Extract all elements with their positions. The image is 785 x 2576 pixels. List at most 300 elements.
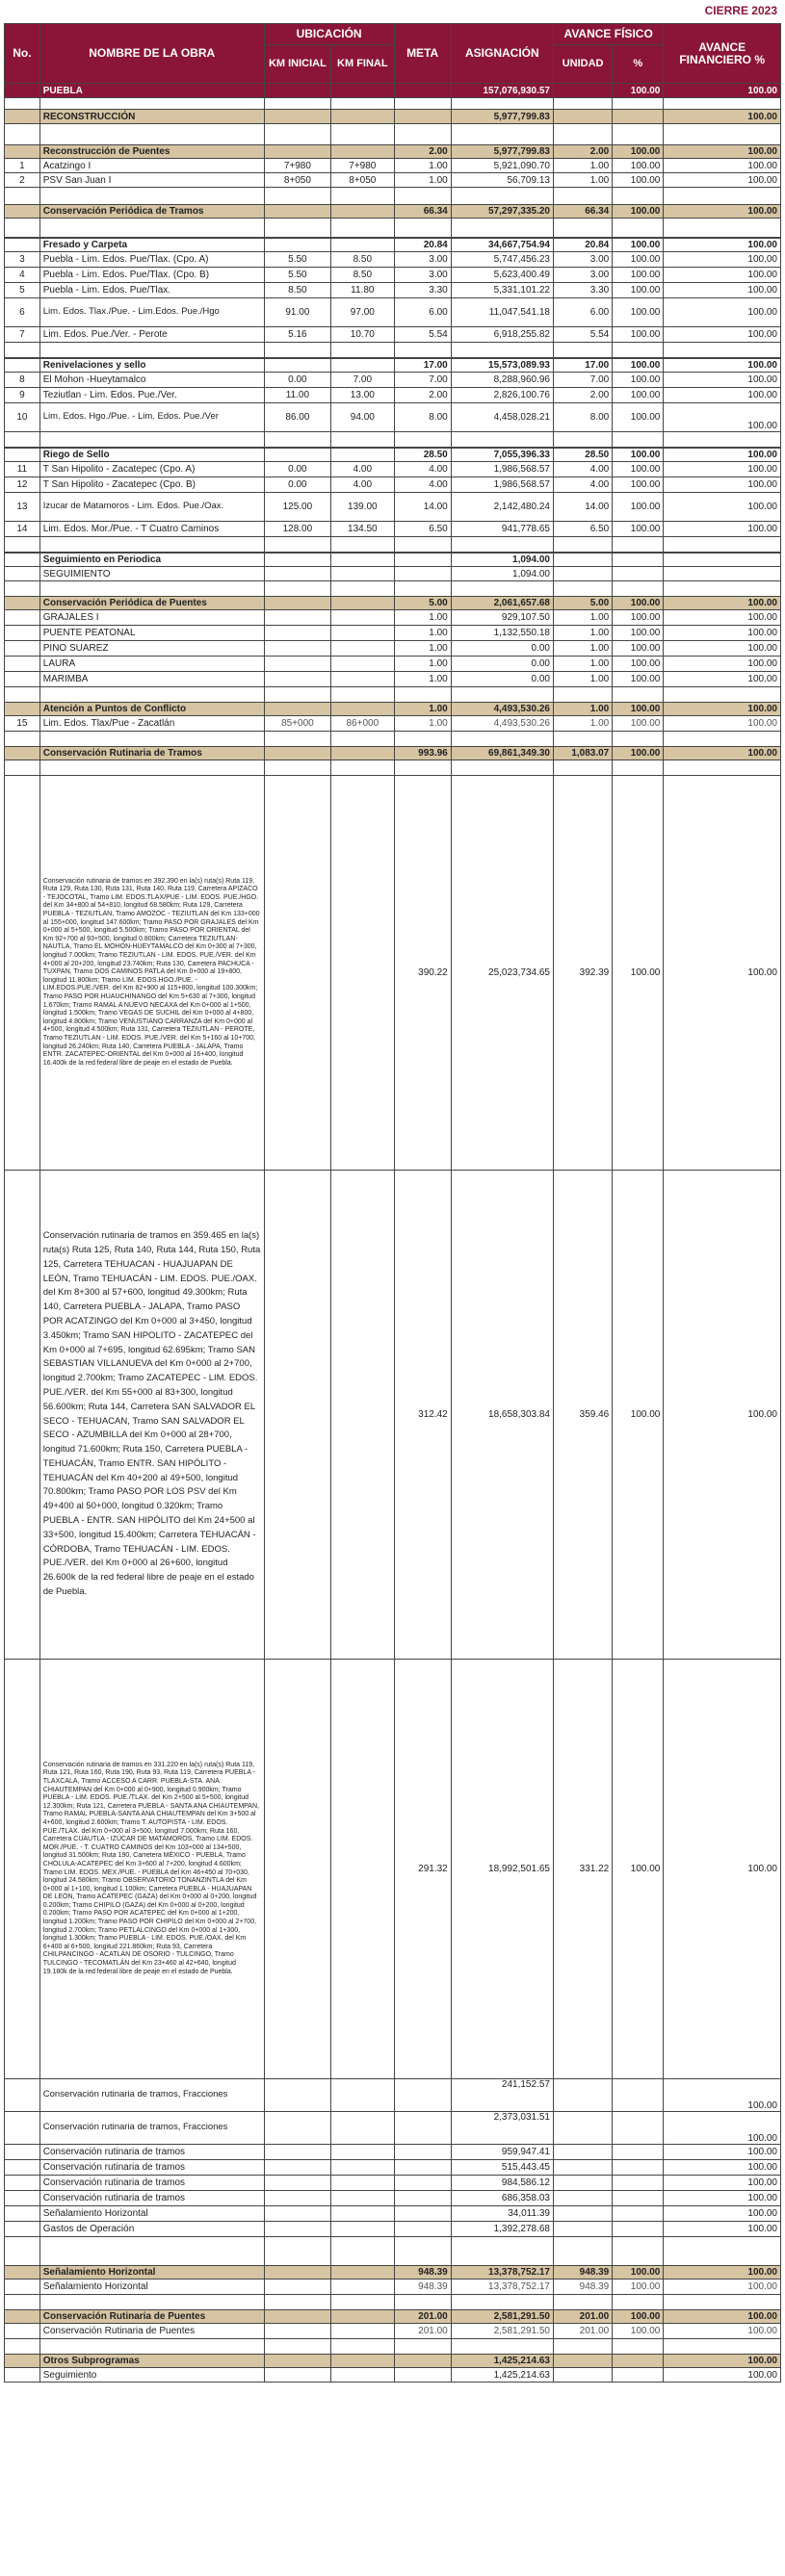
obra-unidad: 1.00: [553, 672, 612, 687]
empty-cell: [613, 219, 664, 238]
section-financiero: 100.00: [664, 2310, 781, 2324]
rutinaria-financiero: 100.00: [664, 2176, 781, 2191]
empty-cell: [264, 110, 330, 124]
rutinaria-financiero: 100.00: [664, 2145, 781, 2160]
section-meta: 17.00: [394, 358, 451, 373]
rutinaria-description: Conservación rutinaria de tramos, Fracciones: [39, 2079, 264, 2112]
empty-cell: [613, 2339, 664, 2355]
obra-unidad: 3.00: [553, 252, 612, 268]
obra-row: [5, 641, 781, 657]
empty-cell: [553, 2295, 612, 2310]
section-name: Conservación Rutinaria de Puentes: [39, 2310, 264, 2324]
rutinaria-pct: [613, 2112, 664, 2145]
obra-pct: 100.00: [613, 672, 664, 687]
empty-cell: [5, 2206, 40, 2222]
obra-no: 13: [5, 493, 40, 522]
section-row: [5, 358, 781, 373]
rutinaria-financiero: 100.00: [664, 2206, 781, 2222]
obra-financiero: 100.00: [664, 283, 781, 298]
empty-cell: [331, 537, 394, 553]
empty-cell: [264, 2145, 330, 2160]
empty-cell: [39, 687, 264, 703]
empty-cell: [664, 124, 781, 145]
empty-cell: [331, 432, 394, 448]
empty-cell: [264, 2324, 330, 2339]
obra-row: [5, 283, 781, 298]
empty-cell: [553, 98, 612, 110]
spacer-row: [5, 760, 781, 776]
empty-cell: [394, 2237, 451, 2266]
empty-cell: [39, 760, 264, 776]
empty-cell: [451, 687, 553, 703]
km-inicial: [264, 626, 330, 641]
obra-name: Lim. Edos. Hgo./Pue. - Lim. Edos. Pue./Ver: [39, 403, 264, 432]
empty-cell: [5, 145, 40, 159]
reconstruccion-financiero: 100.00: [664, 110, 781, 124]
obra-name: PSV San Juan I: [39, 173, 264, 188]
km-inicial: 0.00: [264, 373, 330, 388]
rutinaria-description: Conservación rutinaria de tramos en 359.465 en la(s) ruta(s) Ruta 125, Ruta 140, Ruta 144, Ruta 150, Ruta 125, Carretera TEHUACAN - HUAJUAPAN DE LEÓN, Tramo TEHUACÁN - LIM. EDOS. PUE./OAX. del Km 8+300 al 57+600, longitud 49.300km; Ruta 140, Carretera PUEBLA - JALAPA, Tramo PASO POR ACATZINGO del Km 0+000 al 3+450, longitud 3.450km; Tramo SAN HIPOLITO - ZACATEPEC del Km 0+000 al 7+695, longitud 62.695km; Tramo SAN SEBASTIAN VILLANUEVA del Km 0+000 al 2+700, longitud 2.700km; Tramo ZACATEPEC - LIM. EDOS. PUE./VER. del Km 55+000 al 83+300, longitud 56.600km; Ruta 144, Carretera SAN SALVADOR EL SECO - TEHUACAN, Tramo SAN SALVADOR EL SECO - AZUMBILLA del Km 0+000 al 28+700, longitud 71.600km; Ruta 150, Carretera PUEBLA - TEHUACÁN, Tramo ENTR. SAN HIPÓLITO - TEHUACÁN del Km 40+200 al 49+500, longitud 70.800km; Tramo PASO POR LOS PSV del Km 49+400 al 50+000, longitud 0.320km; Tramo PUEBLA - ENTR. SAN HIPÓLITO del Km 24+500 al 33+500, longitud 15.400km; Carretera TEHUACÁN - CÓRDOBA, Tramo TEHUACÁN - LIM. EDOS. PUE./VER. del Km 0+000 al 26+600, longitud 26.600k de la red federal libre de peaje en el estado de Puebla.: [39, 1171, 264, 1660]
obra-financiero: 100.00: [664, 641, 781, 657]
empty-cell: [613, 732, 664, 747]
km-inicial: [264, 657, 330, 672]
section-name: Fresado y Carpeta: [39, 238, 264, 252]
puebla-financiero: 100.00: [664, 84, 781, 98]
otros-financiero: 100.00: [664, 2355, 781, 2368]
obra-asignacion: 1,425,214.63: [451, 2368, 553, 2383]
empty-cell: [39, 188, 264, 205]
cierre-label: CIERRE 2023: [704, 4, 777, 17]
empty-cell: [451, 188, 553, 205]
spacer-row: [5, 732, 781, 747]
empty-cell: [264, 2176, 330, 2191]
obra-unidad: 948.39: [553, 2280, 612, 2295]
obra-pct: 100.00: [613, 159, 664, 173]
km-final: 8.50: [331, 252, 394, 268]
empty-cell: [5, 358, 40, 373]
empty-cell: [331, 2191, 394, 2206]
rutinaria-asignacion: 25,023,734.65: [451, 776, 553, 1171]
rutinaria-pct: [613, 2206, 664, 2222]
obra-meta: 6.00: [394, 298, 451, 327]
section-asignacion: 13,378,752.17: [451, 2266, 553, 2280]
empty-cell: [664, 343, 781, 358]
empty-cell: [331, 238, 394, 252]
empty-cell: [451, 732, 553, 747]
empty-cell: [264, 760, 330, 776]
km-final: 4.00: [331, 462, 394, 477]
empty-cell: [5, 1660, 40, 2079]
obra-row: [5, 403, 781, 432]
empty-cell: [331, 84, 394, 98]
header-meta: META: [394, 24, 451, 84]
obra-financiero: 100.00: [664, 716, 781, 732]
section-asignacion: 15,573,089.93: [451, 358, 553, 373]
empty-cell: [394, 84, 451, 98]
section-unidad: 20.84: [553, 238, 612, 252]
empty-cell: [5, 188, 40, 205]
section-unidad: 28.50: [553, 448, 612, 462]
section-pct: 100.00: [613, 703, 664, 716]
section-asignacion: 34,667,754.94: [451, 238, 553, 252]
empty-cell: [664, 188, 781, 205]
empty-cell: [5, 687, 40, 703]
km-final: 13.00: [331, 388, 394, 403]
section-name: Riego de Sello: [39, 448, 264, 462]
empty-cell: [264, 1660, 330, 2079]
empty-cell: [613, 581, 664, 597]
empty-cell: [553, 581, 612, 597]
km-inicial: 5.50: [264, 268, 330, 283]
empty-cell: [613, 567, 664, 581]
empty-cell: [39, 219, 264, 238]
km-inicial: 8.50: [264, 283, 330, 298]
empty-cell: [5, 343, 40, 358]
obra-unidad: 6.00: [553, 298, 612, 327]
rutinaria-unidad: 359.46: [553, 1171, 612, 1660]
empty-cell: [5, 1171, 40, 1660]
obra-meta: 4.00: [394, 477, 451, 493]
empty-cell: [331, 2145, 394, 2160]
empty-cell: [264, 747, 330, 760]
obra-no: 10: [5, 403, 40, 432]
obra-no: 11: [5, 462, 40, 477]
obra-asignacion: 56,709.13: [451, 173, 553, 188]
reconstruccion-asignacion: 5,977,799.83: [451, 110, 553, 124]
obra-unidad: 1.00: [553, 610, 612, 626]
obra-unidad: 1.00: [553, 657, 612, 672]
empty-cell: [264, 98, 330, 110]
section-pct: 100.00: [613, 145, 664, 159]
rutinaria-row: [5, 2079, 781, 2112]
obra-asignacion: 6,918,255.82: [451, 327, 553, 343]
empty-cell: [5, 2176, 40, 2191]
section-name: Señalamiento Horizontal: [39, 2266, 264, 2280]
empty-cell: [264, 188, 330, 205]
spacer-row: [5, 537, 781, 553]
empty-cell: [613, 98, 664, 110]
section-name: Conservación Periódica de Tramos: [39, 205, 264, 219]
rutinaria-meta: [394, 2160, 451, 2176]
rutinaria-financiero: 100.00: [664, 2191, 781, 2206]
empty-cell: [264, 145, 330, 159]
empty-cell: [664, 432, 781, 448]
empty-cell: [331, 145, 394, 159]
km-inicial: 0.00: [264, 477, 330, 493]
empty-cell: [264, 343, 330, 358]
obra-financiero: 100.00: [664, 159, 781, 173]
spacer-row: [5, 687, 781, 703]
obra-meta: 7.00: [394, 373, 451, 388]
obra-name: GRAJALES I: [39, 610, 264, 626]
obra-meta: 3.00: [394, 252, 451, 268]
empty-cell: [264, 84, 330, 98]
section-row: [5, 205, 781, 219]
rutinaria-pct: [613, 2079, 664, 2112]
obra-pct: 100.00: [613, 610, 664, 626]
obra-row: [5, 522, 781, 537]
km-inicial: 5.16: [264, 327, 330, 343]
obra-financiero: 100.00: [664, 252, 781, 268]
empty-cell: [39, 124, 264, 145]
empty-cell: [394, 2339, 451, 2355]
km-inicial: 125.00: [264, 493, 330, 522]
km-final: 97.00: [331, 298, 394, 327]
obra-pct: 100.00: [613, 477, 664, 493]
rutinaria-financiero: 100.00: [664, 2079, 781, 2112]
obra-unidad: 201.00: [553, 2324, 612, 2339]
empty-cell: [613, 760, 664, 776]
obra-name: LAURA: [39, 657, 264, 672]
rutinaria-meta: [394, 2112, 451, 2145]
obra-row: [5, 373, 781, 388]
rutinaria-row: [5, 2222, 781, 2237]
rutinaria-asignacion: 686,358.03: [451, 2191, 553, 2206]
empty-cell: [5, 2324, 40, 2339]
empty-cell: [451, 432, 553, 448]
empty-cell: [331, 448, 394, 462]
empty-cell: [553, 567, 612, 581]
obra-unidad: 1.00: [553, 641, 612, 657]
empty-cell: [39, 98, 264, 110]
rutinaria-description: Conservación rutinaria de tramos: [39, 2176, 264, 2191]
rutinaria-asignacion: 1,392,278.68: [451, 2222, 553, 2237]
empty-cell: [5, 98, 40, 110]
rutinaria-financiero: 100.00: [664, 1660, 781, 2079]
otros-seguimiento-row: [5, 2368, 781, 2383]
section-meta: 948.39: [394, 2266, 451, 2280]
obra-meta: 1.00: [394, 716, 451, 732]
empty-cell: [331, 2339, 394, 2355]
empty-cell: [264, 358, 330, 373]
empty-cell: [5, 84, 40, 98]
rutinaria-asignacion: 18,992,501.65: [451, 1660, 553, 2079]
obra-pct: 100.00: [613, 641, 664, 657]
empty-cell: [331, 2112, 394, 2145]
section-pct: 100.00: [613, 448, 664, 462]
empty-cell: [264, 432, 330, 448]
rutinaria-asignacion: 241,152.57: [451, 2079, 553, 2112]
empty-cell: [264, 553, 330, 567]
obra-pct: 100.00: [613, 2324, 664, 2339]
rutinaria-pct: 100.00: [613, 1171, 664, 1660]
obra-row: [5, 477, 781, 493]
section-financiero: 100.00: [664, 145, 781, 159]
empty-cell: [5, 219, 40, 238]
obra-financiero: 100.00: [664, 327, 781, 343]
empty-cell: [264, 2368, 330, 2383]
obra-pct: 100.00: [613, 373, 664, 388]
spacer-row: [5, 2295, 781, 2310]
obra-pct: 100.00: [613, 252, 664, 268]
empty-cell: [5, 776, 40, 1171]
section-row: [5, 703, 781, 716]
rutinaria-pct: [613, 2222, 664, 2237]
header-avance-financiero: AVANCE FINANCIERO %: [664, 24, 781, 84]
empty-cell: [613, 110, 664, 124]
obra-asignacion: 11,047,541.18: [451, 298, 553, 327]
empty-cell: [5, 2160, 40, 2176]
obra-unidad: 1.00: [553, 159, 612, 173]
obra-meta: 14.00: [394, 493, 451, 522]
km-inicial: 85+000: [264, 716, 330, 732]
obra-asignacion: 0.00: [451, 672, 553, 687]
obra-no: [5, 657, 40, 672]
obra-no: 12: [5, 477, 40, 493]
obra-name: El Mohon -Hueytamalco: [39, 373, 264, 388]
seguimiento-periodica-name: Seguimiento en Periodica: [39, 553, 264, 567]
obra-financiero: 100.00: [664, 626, 781, 641]
empty-cell: [5, 732, 40, 747]
obra-meta: 3.30: [394, 283, 451, 298]
empty-cell: [5, 597, 40, 610]
empty-cell: [39, 2295, 264, 2310]
obra-row: [5, 388, 781, 403]
obra-financiero: 100.00: [664, 522, 781, 537]
section-pct: 100.00: [613, 2266, 664, 2280]
empty-cell: [264, 2112, 330, 2145]
empty-cell: [664, 760, 781, 776]
obra-row: [5, 252, 781, 268]
empty-cell: [553, 124, 612, 145]
empty-cell: [394, 732, 451, 747]
empty-cell: [264, 776, 330, 1171]
empty-cell: [331, 1660, 394, 2079]
empty-cell: [264, 581, 330, 597]
rutinaria-asignacion: 515,443.45: [451, 2160, 553, 2176]
obra-financiero: 100.00: [664, 610, 781, 626]
empty-cell: [394, 760, 451, 776]
section-name: Conservación Rutinaria de Tramos: [39, 747, 264, 760]
km-inicial: 11.00: [264, 388, 330, 403]
empty-cell: [264, 238, 330, 252]
empty-cell: [331, 205, 394, 219]
empty-cell: [394, 98, 451, 110]
obra-asignacion: 929,107.50: [451, 610, 553, 626]
rutinaria-unidad: [553, 2160, 612, 2176]
empty-cell: [264, 2266, 330, 2280]
empty-cell: [264, 597, 330, 610]
obra-no: 7: [5, 327, 40, 343]
rutinaria-meta: [394, 2222, 451, 2237]
obra-row: [5, 327, 781, 343]
rutinaria-asignacion: 18,658,303.84: [451, 1171, 553, 1660]
section-meta: 2.00: [394, 145, 451, 159]
obra-name: MARIMBA: [39, 672, 264, 687]
obra-financiero: 100.00: [664, 268, 781, 283]
section-meta: 20.84: [394, 238, 451, 252]
obra-no: 2: [5, 173, 40, 188]
puebla-asignacion: 157,076,930.57: [451, 84, 553, 98]
obra-meta: 5.54: [394, 327, 451, 343]
empty-cell: [5, 2310, 40, 2324]
empty-cell: [394, 567, 451, 581]
obra-row: [5, 173, 781, 188]
obra-row: [5, 626, 781, 641]
empty-cell: [553, 432, 612, 448]
section-unidad: 2.00: [553, 145, 612, 159]
empty-cell: [331, 747, 394, 760]
empty-cell: [5, 238, 40, 252]
empty-cell: [394, 581, 451, 597]
seguimiento-name: SEGUIMIENTO: [39, 567, 264, 581]
empty-cell: [331, 2280, 394, 2295]
rutinaria-unidad: 331.22: [553, 1660, 612, 2079]
obra-unidad: 1.00: [553, 173, 612, 188]
obra-name: T San Hipolito - Zacatepec (Cpo. A): [39, 462, 264, 477]
empty-cell: [553, 2339, 612, 2355]
section-meta: 1.00: [394, 703, 451, 716]
obra-name: Señalamiento Horizontal: [39, 2280, 264, 2295]
obra-unidad: 4.00: [553, 477, 612, 493]
section-asignacion: 69,861,349.30: [451, 747, 553, 760]
empty-cell: [264, 703, 330, 716]
obra-financiero: 100.00: [664, 462, 781, 477]
empty-cell: [331, 2266, 394, 2280]
empty-cell: [331, 124, 394, 145]
km-final: 7.00: [331, 373, 394, 388]
empty-cell: [451, 219, 553, 238]
empty-cell: [39, 581, 264, 597]
km-final: [331, 610, 394, 626]
empty-cell: [664, 98, 781, 110]
km-inicial: 0.00: [264, 462, 330, 477]
obra-asignacion: 1,986,568.57: [451, 462, 553, 477]
obra-asignacion: 1,132,550.18: [451, 626, 553, 641]
empty-cell: [5, 110, 40, 124]
empty-cell: [331, 2237, 394, 2266]
empty-cell: [39, 537, 264, 553]
km-inicial: 86.00: [264, 403, 330, 432]
empty-cell: [664, 732, 781, 747]
obra-unidad: 1.00: [553, 626, 612, 641]
obra-no: 9: [5, 388, 40, 403]
section-row: [5, 448, 781, 462]
section-asignacion: 7,055,396.33: [451, 448, 553, 462]
obra-unidad: 5.54: [553, 327, 612, 343]
spacer-row: [5, 581, 781, 597]
empty-cell: [264, 2206, 330, 2222]
obra-asignacion: 0.00: [451, 657, 553, 672]
empty-cell: [553, 84, 612, 98]
rutinaria-asignacion: 984,586.12: [451, 2176, 553, 2191]
spacer-row: [5, 343, 781, 358]
obra-name: Teziutlan - Lim. Edos. Pue./Ver.: [39, 388, 264, 403]
empty-cell: [5, 448, 40, 462]
otros-name: Otros Subprogramas: [39, 2355, 264, 2368]
rutinaria-description: Conservación rutinaria de tramos: [39, 2145, 264, 2160]
km-final: 86+000: [331, 716, 394, 732]
section-unidad: 66.34: [553, 205, 612, 219]
km-final: 134.50: [331, 522, 394, 537]
empty-cell: [264, 205, 330, 219]
empty-cell: [5, 553, 40, 567]
rut-puentes-row: [5, 2324, 781, 2339]
empty-cell: [553, 343, 612, 358]
section-meta: 5.00: [394, 597, 451, 610]
km-final: 94.00: [331, 403, 394, 432]
section-asignacion: 2,061,657.68: [451, 597, 553, 610]
empty-cell: [5, 2295, 40, 2310]
obra-pct: 100.00: [613, 403, 664, 432]
section-financiero: 100.00: [664, 358, 781, 373]
empty-cell: [5, 205, 40, 219]
obra-name: PINO SUAREZ: [39, 641, 264, 657]
rutinaria-unidad: [553, 2079, 612, 2112]
empty-cell: [394, 219, 451, 238]
rutinaria-pct: [613, 2145, 664, 2160]
empty-cell: [451, 124, 553, 145]
